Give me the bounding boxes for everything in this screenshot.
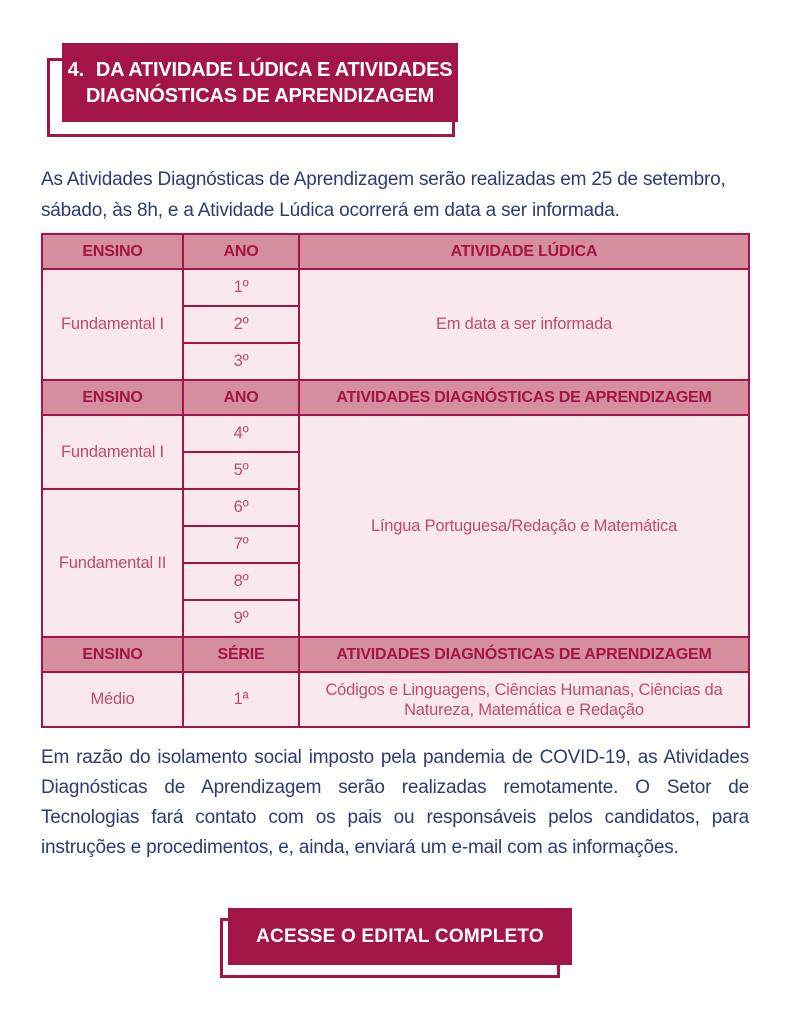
section-title-line2: DIAGNÓSTICAS DE APRENDIZAGEM <box>85 84 435 107</box>
schedule-table <box>41 233 750 728</box>
button-offset-outline <box>220 918 560 978</box>
cta-button-container <box>228 908 572 965</box>
closing-paragraph: Em razão do isolamento social imposto pela pandemia de COVID-19, as Atividades Diagnósticas de Aprendizagem serão realizadas remotamente. O Setor de Tecnologias fará contato com os pais ou responsáveis pelos candidatos, para instruções e procedimentos, e, ainda, enviará um e-mail com as informações. <box>41 747 749 858</box>
cell-ensino: Fundamental I <box>42 269 183 380</box>
cell-ano: 8º <box>183 563 299 600</box>
intro-paragraph: As Atividades Diagnósticas de Aprendizagem serão realizadas em 25 de setembro, sábado, às 8h, e a Atividade Lúdica ocorrerá em data a ser informada. <box>41 169 726 221</box>
column-header-ano: ANO <box>183 234 299 269</box>
column-header-atividade-ludica: ATIVIDADE LÚDICA <box>299 234 749 269</box>
section-title-text1: DA ATIVIDADE LÚDICA E ATIVIDADES <box>95 58 453 81</box>
column-header-ensino: ENSINO <box>42 637 183 672</box>
column-header-atividades-diagnosticas: ATIVIDADES DIAGNÓSTICAS DE APRENDIZAGEM <box>299 637 749 672</box>
cell-ano: 3º <box>183 343 299 380</box>
cell-ano: 4º <box>183 415 299 452</box>
cell-atividade: Língua Portuguesa/Redação e Matemática <box>299 415 749 637</box>
table-header-row <box>42 380 749 415</box>
cell-ano: 1º <box>183 269 299 306</box>
column-header-atividades-diagnosticas: ATIVIDADES DIAGNÓSTICAS DE APRENDIZAGEM <box>299 380 749 415</box>
section-title-line1 <box>68 57 453 83</box>
cell-atividade: Códigos e Linguagens, Ciências Humanas, Ciências da Natureza, Matemática e Redação <box>299 672 749 727</box>
table-row <box>42 672 749 727</box>
section-number: 4. <box>67 58 84 81</box>
column-header-serie: SÉRIE <box>183 637 299 672</box>
column-header-ano: ANO <box>183 380 299 415</box>
cell-serie: 1ª <box>183 672 299 727</box>
cell-ensino: Fundamental I <box>42 415 183 489</box>
table-row <box>42 415 749 452</box>
table-header-row <box>42 234 749 269</box>
cell-ano: 9º <box>183 600 299 637</box>
section-title <box>62 43 458 122</box>
access-edital-button[interactable]: ACESSE O EDITAL COMPLETO <box>228 908 572 965</box>
cell-ano: 2º <box>183 306 299 343</box>
cell-ano: 7º <box>183 526 299 563</box>
column-header-ensino: ENSINO <box>42 380 183 415</box>
table-header-row <box>42 637 749 672</box>
schedule-table-container <box>41 233 750 728</box>
cell-ensino: Fundamental II <box>42 489 183 637</box>
section-title-banner <box>62 43 458 122</box>
table-row <box>42 269 749 306</box>
cell-atividade: Em data a ser informada <box>299 269 749 380</box>
cell-ensino: Médio <box>42 672 183 727</box>
column-header-ensino: ENSINO <box>42 234 183 269</box>
cell-ano: 6º <box>183 489 299 526</box>
cell-ano: 5º <box>183 452 299 489</box>
